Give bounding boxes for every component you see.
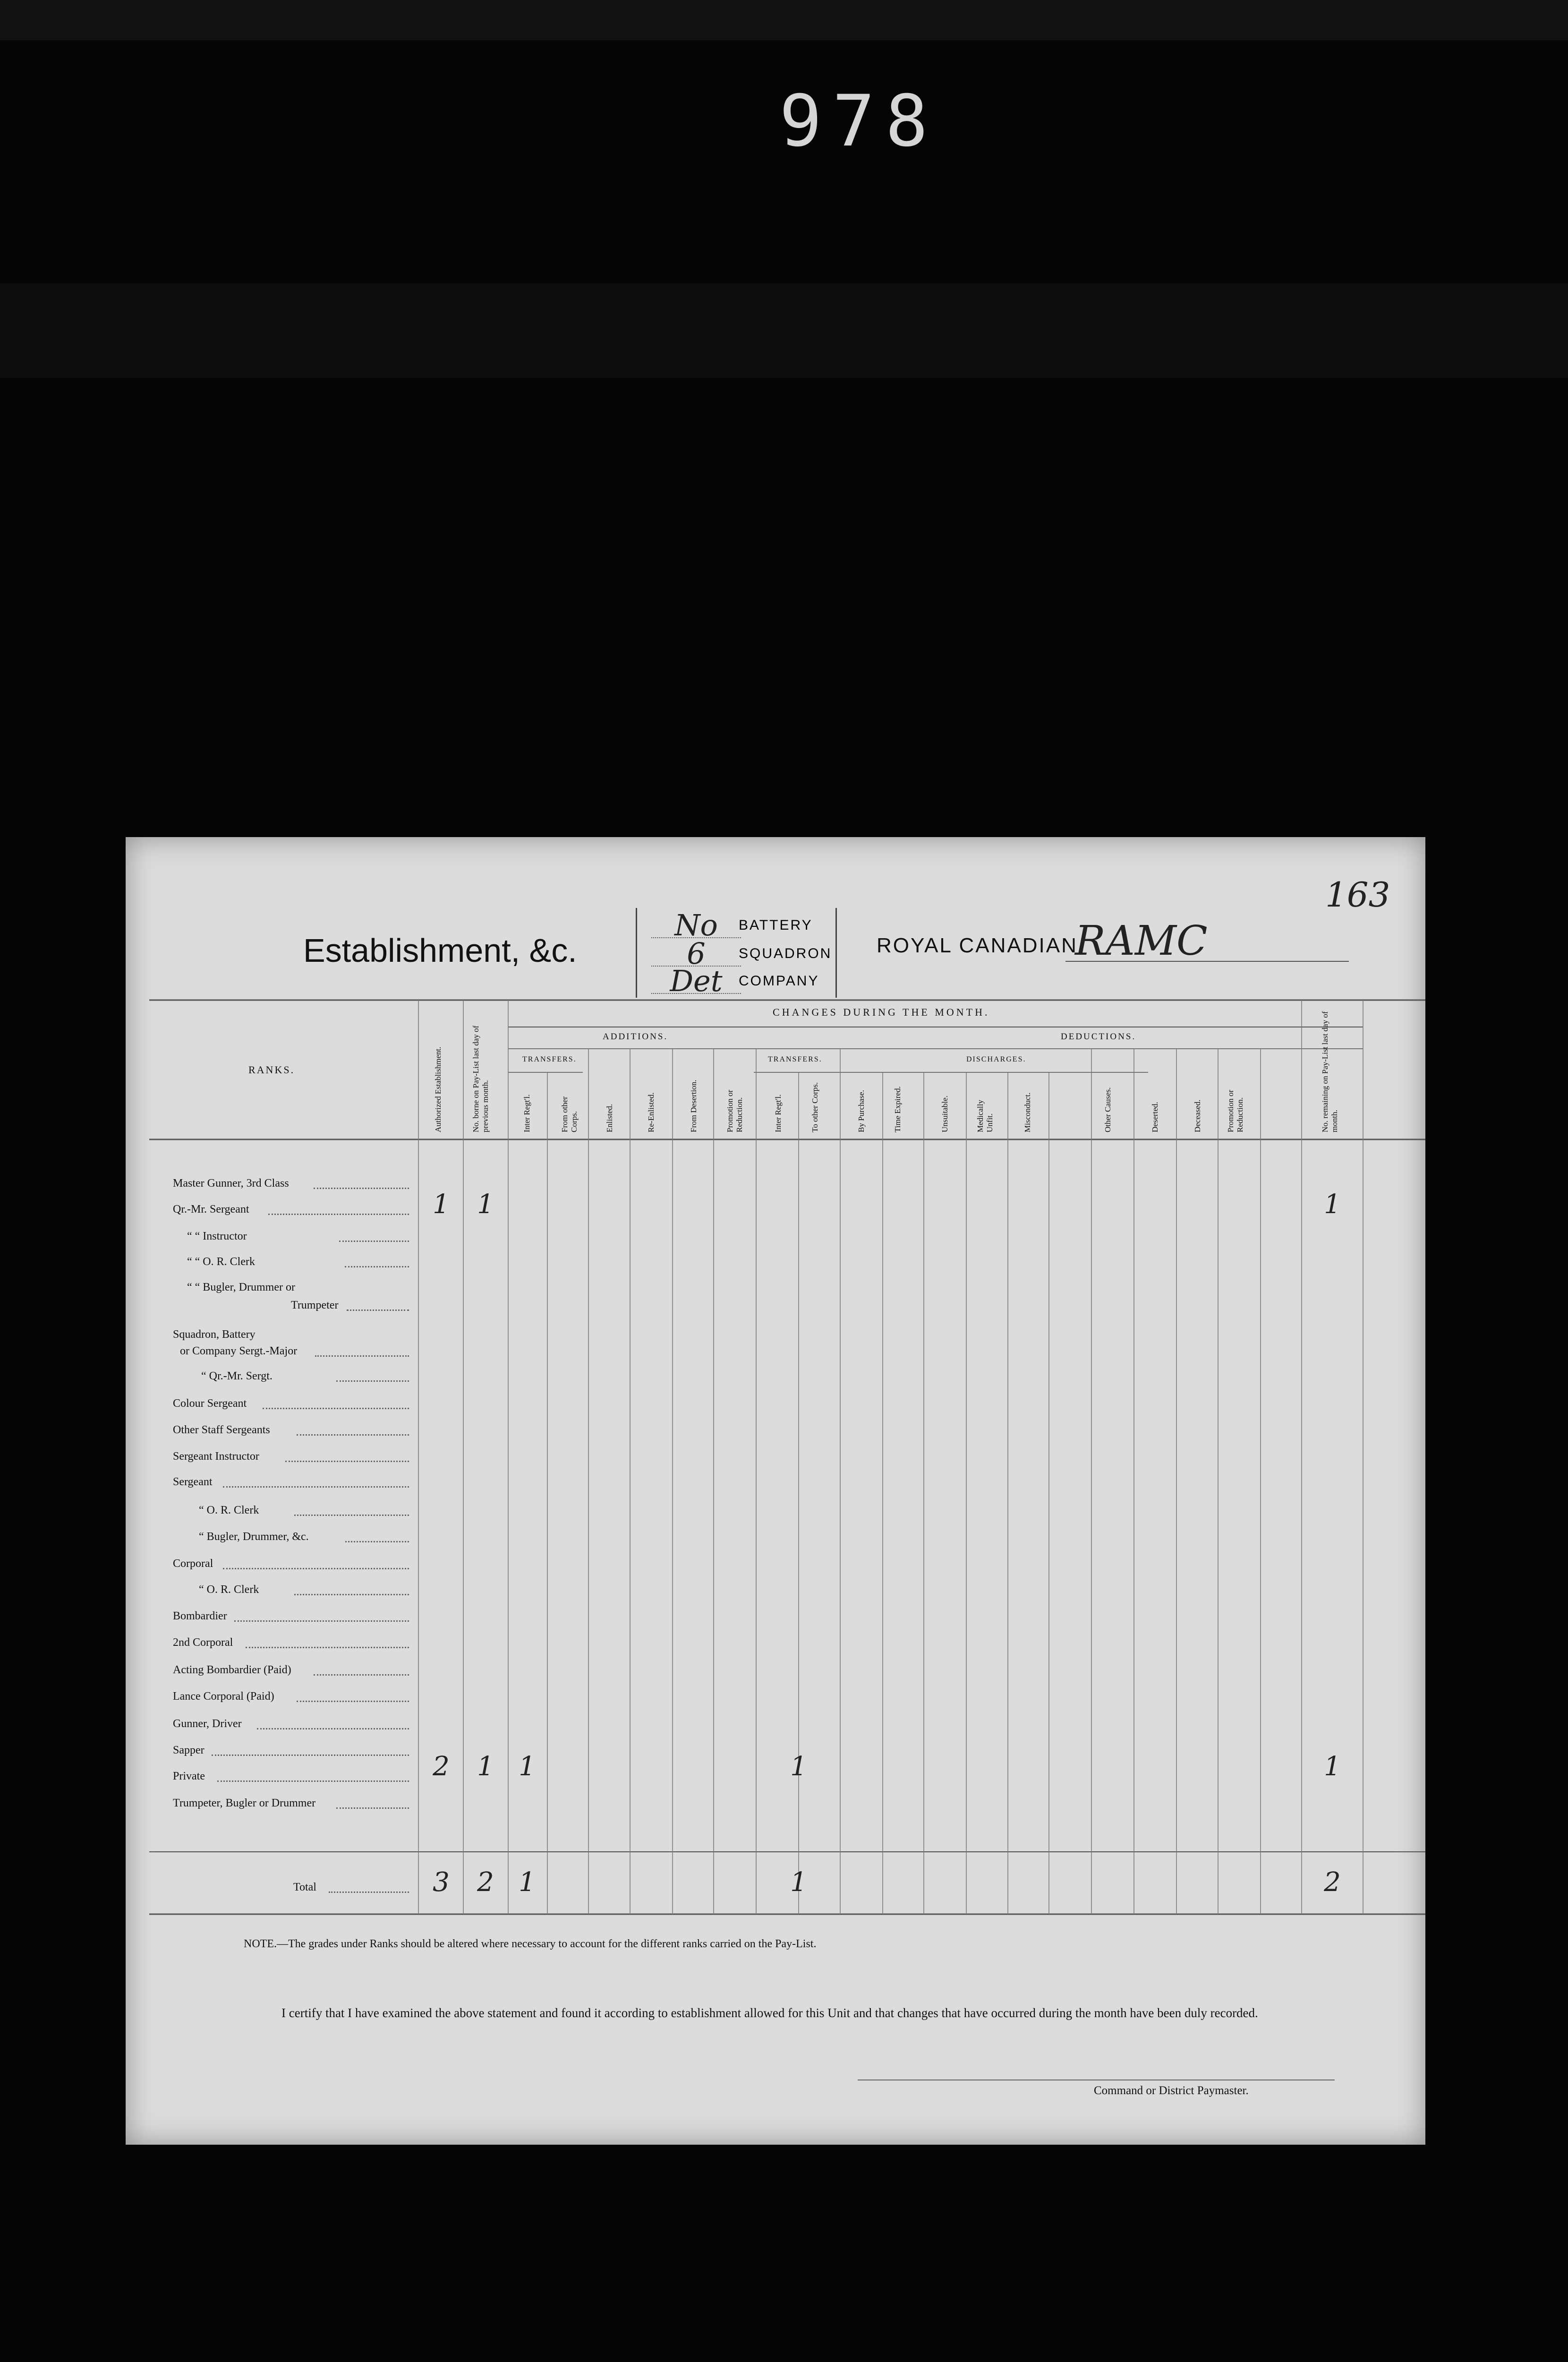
rank-leader-dots	[297, 1701, 409, 1702]
corps-value: RAMC	[1075, 917, 1208, 965]
col-deceased: Deceased.	[1193, 1099, 1202, 1132]
sheet-title: Establishment, &c.	[303, 932, 577, 969]
rank-leader-dots	[268, 1214, 409, 1215]
unit-value: Det	[670, 964, 723, 998]
film-band-top	[0, 0, 1568, 40]
col-medically-unfit: Medically Unfit.	[976, 1100, 994, 1132]
private-inter-regtl-additions: 1	[519, 1751, 536, 1782]
rank-label: Acting Bombardier (Paid)	[173, 1664, 291, 1676]
rank-leader-dots	[314, 1674, 409, 1676]
rank-leader-dots	[257, 1728, 409, 1729]
additions-header: ADDITIONS.	[603, 1032, 668, 1042]
rank-leader-dots	[345, 1541, 409, 1542]
unit-label: BATTERY	[739, 917, 813, 933]
rank-label: “ “ Instructor	[187, 1230, 247, 1242]
private-borne: 1	[477, 1751, 494, 1782]
rank-label: Colour Sergeant	[173, 1397, 247, 1410]
rank-label: “ “ Bugler, Drummer or	[187, 1281, 295, 1293]
rank-label: 2nd Corporal	[173, 1636, 233, 1649]
col-promotion-deductions: Promotion or Reduction.	[1226, 1089, 1244, 1132]
col-re-enlisted: Re-Enlisted.	[647, 1092, 656, 1132]
col-time-expired: Time Expired.	[893, 1086, 902, 1132]
total-inter-regtl-deductions: 1	[790, 1867, 807, 1898]
rank-leader-dots	[345, 1266, 409, 1267]
rank-label: Master Gunner, 3rd Class	[173, 1177, 289, 1190]
rank-label: Lance Corporal (Paid)	[173, 1690, 274, 1703]
col-inter-regtl-additions: Inter Regt'l.	[522, 1094, 531, 1132]
col-inter-regtl-deductions: Inter Regt'l.	[774, 1094, 783, 1132]
total-label: Total	[293, 1881, 316, 1893]
col-promotion-additions: Promotion or Reduction.	[725, 1089, 744, 1132]
deductions-header: DEDUCTIONS.	[1061, 1032, 1136, 1042]
rank-leader-dots	[294, 1594, 409, 1595]
col-from-desertion: From Desertion.	[689, 1079, 698, 1132]
private-inter-regtl-deductions: 1	[790, 1751, 807, 1782]
qm-sergeant-borne: 1	[477, 1189, 494, 1220]
col-enlisted: Enlisted.	[605, 1104, 614, 1132]
col-deserted: Deserted.	[1150, 1102, 1159, 1132]
rank-leader-dots	[347, 1309, 409, 1311]
col-from-other-corps: From other Corps.	[560, 1096, 579, 1132]
rank-leader-dots	[294, 1515, 409, 1516]
rank-label: Trumpeter, Bugler or Drummer	[173, 1797, 316, 1809]
rank-label: Squadron, Battery	[173, 1328, 256, 1341]
private-authorized: 2	[433, 1751, 450, 1782]
unit-value: No	[674, 908, 718, 942]
rank-label: Other Staff Sergeants	[173, 1424, 270, 1436]
rank-label: Qr.-Mr. Sergeant	[173, 1203, 249, 1215]
col-borne-previous-month: No. borne on Pay-List last day of previous month.	[471, 1025, 490, 1132]
changes-header: CHANGES DURING THE MONTH.	[773, 1006, 990, 1018]
rank-leader-dots	[336, 1807, 409, 1809]
total-borne: 2	[477, 1867, 494, 1898]
establishment-sheet	[126, 837, 1425, 2145]
rank-label: “ “ O. R. Clerk	[187, 1256, 255, 1268]
ranks-header: RANKS.	[248, 1064, 295, 1076]
col-by-purchase: By Purchase.	[857, 1090, 866, 1132]
frame-number: 978	[779, 80, 938, 163]
col-misconduct: Misconduct.	[1023, 1092, 1032, 1132]
private-remaining: 1	[1324, 1751, 1341, 1782]
rank-leader-dots	[223, 1568, 409, 1569]
rank-leader-dots	[339, 1241, 409, 1242]
rank-leader-dots	[315, 1355, 409, 1357]
rank-leader-dots	[314, 1188, 409, 1189]
col-unsuitable: Unsuitable.	[940, 1095, 949, 1132]
ranks-note: NOTE.—The grades under Ranks should be altered where necessary to account for the different ranks carried on the Pay-List.	[244, 1938, 817, 1950]
rank-label: Trumpeter	[291, 1299, 339, 1311]
rank-label: Corporal	[173, 1558, 213, 1570]
rank-leader-dots	[263, 1408, 409, 1409]
rank-label: Sapper	[173, 1744, 205, 1756]
rank-leader-dots	[285, 1461, 409, 1462]
unit-label: COMPANY	[739, 973, 819, 989]
col-other-causes: Other Causes.	[1103, 1087, 1112, 1132]
rank-label: Bombardier	[173, 1610, 227, 1622]
rank-label: “ O. R. Clerk	[199, 1504, 259, 1516]
qm-sergeant-remaining: 1	[1324, 1189, 1341, 1220]
rank-leader-dots	[212, 1754, 409, 1756]
unit-label: SQUADRON	[739, 946, 832, 961]
total-remaining: 2	[1324, 1867, 1341, 1898]
qm-sergeant-authorized: 1	[433, 1189, 450, 1220]
rank-label: Sergeant	[173, 1476, 213, 1488]
col-remaining-month: No. remaining on Pay-List last day of month.	[1321, 1011, 1339, 1132]
film-band-mid	[0, 283, 1568, 378]
rank-label: “ Qr.-Mr. Sergt.	[201, 1370, 273, 1382]
rank-leader-dots	[297, 1434, 409, 1436]
col-authorized-establishment: Authorized Establishment.	[434, 1046, 443, 1132]
total-inter-regtl-additions: 1	[519, 1867, 536, 1898]
rank-leader-dots	[217, 1780, 409, 1782]
transfers-deductions-label: TRANSFERS.	[768, 1055, 822, 1063]
rank-leader-dots	[336, 1380, 409, 1382]
rank-label: Private	[173, 1770, 205, 1782]
rank-label: “ Bugler, Drummer, &c.	[199, 1531, 309, 1543]
total-dots	[329, 1891, 409, 1893]
royal-canadian-label: ROYAL CANADIAN	[877, 934, 1078, 957]
unit-value: 6	[687, 936, 706, 971]
rank-label: Gunner, Driver	[173, 1718, 242, 1730]
rank-leader-dots	[234, 1620, 409, 1622]
rank-label: Sergeant Instructor	[173, 1450, 259, 1463]
total-authorized: 3	[433, 1867, 450, 1898]
paymaster-label: Command or District Paymaster.	[1094, 2084, 1249, 2097]
sheet-number: 163	[1325, 875, 1390, 915]
transfers-additions-label: TRANSFERS.	[522, 1055, 577, 1063]
col-to-other-corps: To other Corps.	[810, 1082, 819, 1132]
rank-label: “ O. R. Clerk	[199, 1583, 259, 1596]
discharges-label: DISCHARGES.	[966, 1055, 1026, 1063]
rank-label: or Company Sergt.-Major	[180, 1345, 298, 1357]
rank-leader-dots	[223, 1486, 409, 1488]
certification-statement: I certify that I have examined the above statement and found it according to establishment allowed for this Unit and that changes that have occurred during the month have been duly recorded.	[281, 2006, 1258, 2020]
rank-leader-dots	[246, 1647, 409, 1648]
